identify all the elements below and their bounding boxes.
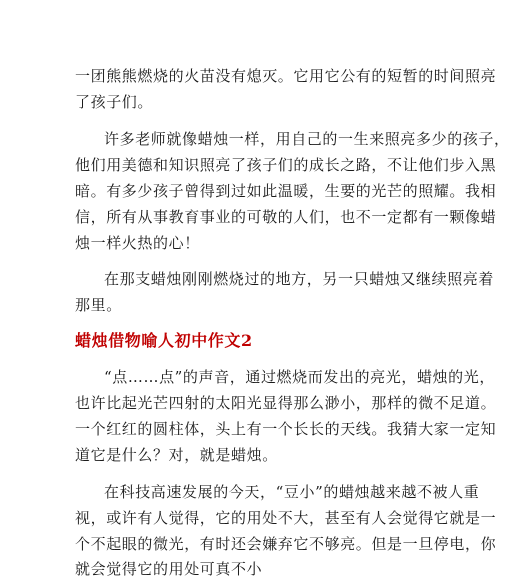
paragraph-line: 了孩子们。 [75, 93, 154, 111]
paragraph-line: 道它是什么？对，就是蜡烛。 [75, 446, 278, 464]
paragraph-line: 许多老师就像蜡烛一样，用自己的一生来照亮多少的孩子， [104, 130, 510, 148]
section-heading: 蜡烛借物喻人初中作文2 [75, 331, 253, 350]
paragraph-line: 一团熊熊燃烧的火苗没有熄灭。它用它公有的短暂的时间照亮 [75, 67, 497, 85]
paragraph-line: 暗。有多少孩子曾得到过如此温暖，生要的光芒的照耀。我相 [75, 182, 497, 200]
paragraph-line: 也许比起光芒四射的太阳光显得那么渺小，那样的微不足道。 [75, 394, 497, 412]
paragraph-line: 烛一样火热的心！ [75, 234, 200, 252]
paragraph-line: 那里。 [75, 296, 122, 314]
paragraph-line: 就会觉得它的用处可真不小 [75, 560, 263, 578]
paragraph-line: 个不起眼的微光，有时还会嫌弃它不够亮。但是一旦停电，你 [75, 535, 497, 553]
paragraph-line: 在那支蜡烛刚刚燃烧过的地方，另一只蜡烛又继续照亮着 [104, 270, 495, 288]
paragraph-line: 信，所有从事教育事业的可敬的人们，也不一定都有一颗像蜡 [75, 208, 497, 226]
paragraph-line: “点……点”的声音，通过燃烧而发出的亮光，蜡烛的光， [104, 368, 495, 386]
paragraph-line: 视，或许有人觉得，它的用处不大，甚至有人会觉得它就是一 [75, 509, 497, 527]
paragraph-line: 在科技高速发展的今天，“豆小”的蜡烛越来越不被人重 [104, 483, 480, 501]
paragraph-line: 他们用美德和知识照亮了孩子们的成长之路，不让他们步入黑 [75, 156, 497, 174]
paragraph-line: 一个红红的圆柱体，头上有一个长长的天线。我猜大家一定知 [75, 420, 497, 438]
